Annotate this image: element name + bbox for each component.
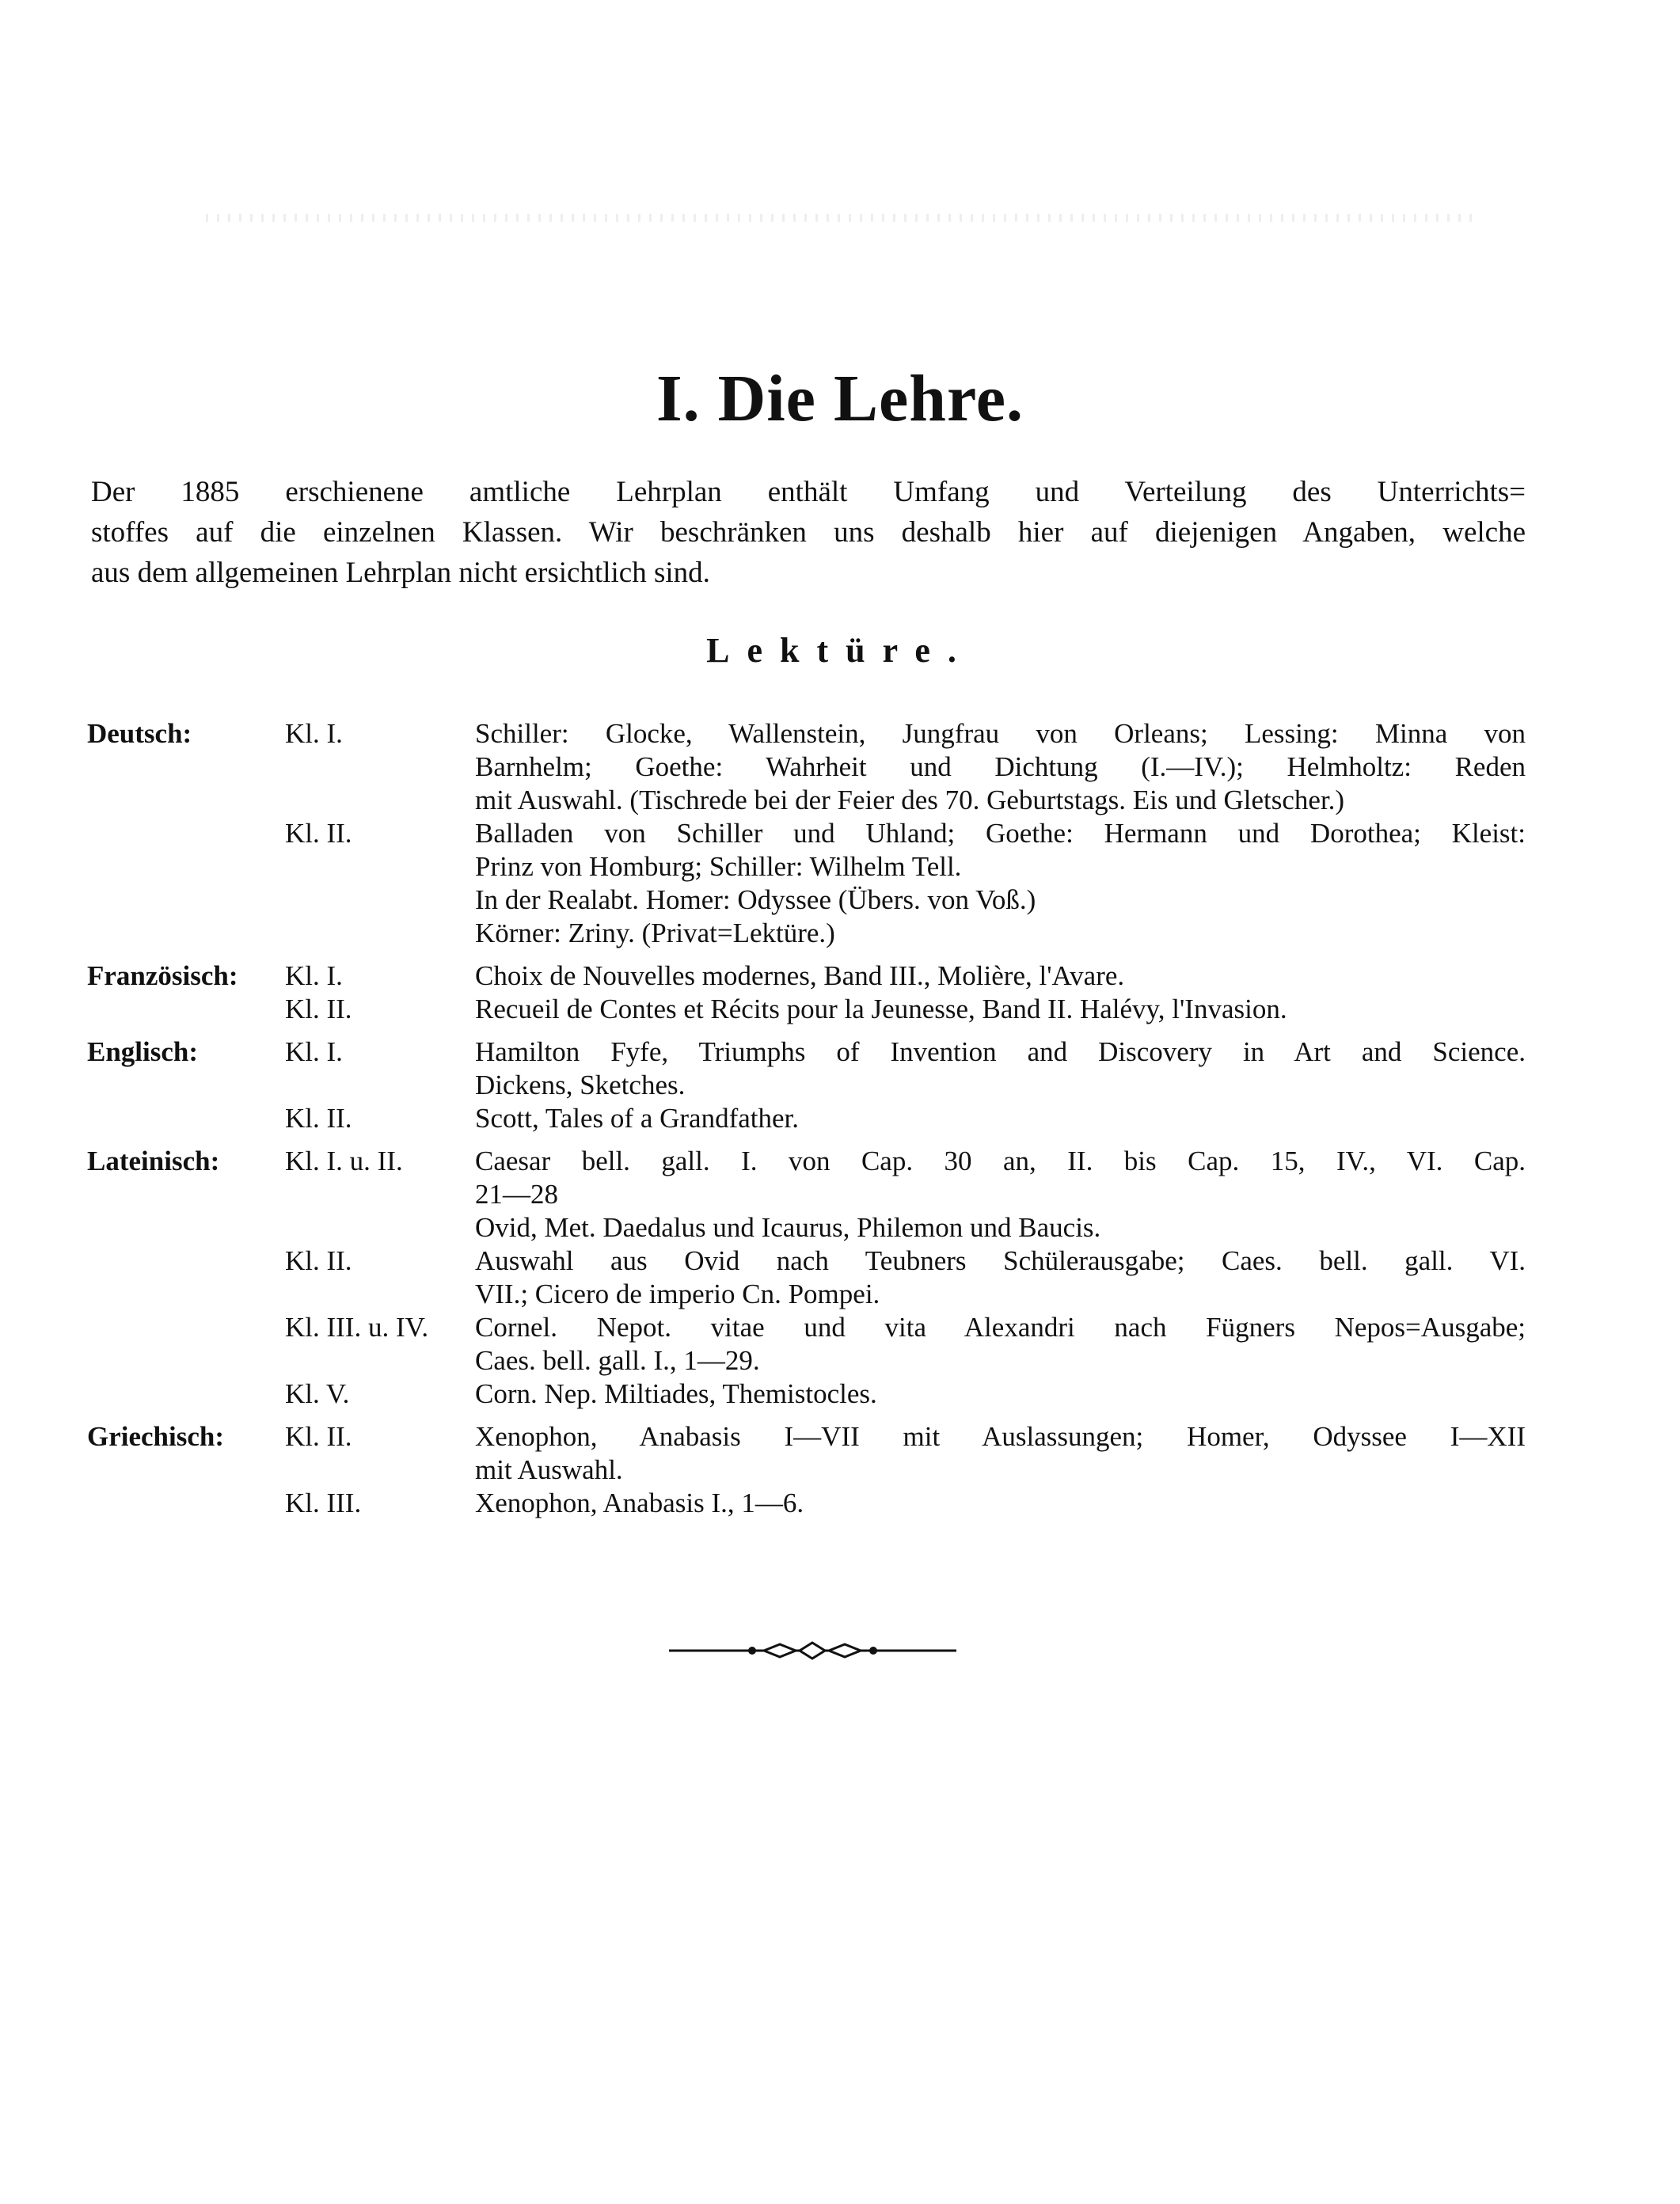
reading-entry: [87, 1102, 1526, 1135]
subject-label: Deutsch:: [87, 718, 192, 749]
text-line: Caesar bell. gall. I. von Cap. 30 an, II. bis Cap. 15, IV., VI. Cap.: [475, 1146, 1526, 1176]
class-label: Kl. II.: [285, 994, 352, 1024]
reading-entry: [87, 817, 1526, 950]
reading-text: [475, 1487, 1526, 1520]
reading-text: [475, 960, 1526, 993]
reading-text: [475, 717, 1526, 817]
reading-entry: [87, 1378, 1526, 1411]
reading-text: [475, 1378, 1526, 1411]
page-smudge: [206, 214, 1473, 222]
class-label: Kl. III.: [285, 1488, 362, 1518]
class-label: Kl. II.: [285, 1245, 352, 1276]
class-label: Kl. II.: [285, 1421, 352, 1452]
text-line: Xenophon, Anabasis I., 1—6.: [475, 1488, 804, 1518]
text-line: Caes. bell. gall. I., 1—29.: [475, 1345, 760, 1376]
reading-text: [475, 993, 1526, 1026]
subject-label: Griechisch:: [87, 1421, 225, 1452]
subject-group: [87, 717, 1526, 950]
class-label: Kl. I.: [285, 960, 343, 991]
reading-entry: [87, 1311, 1526, 1378]
subject-group: [87, 1420, 1526, 1520]
subject-label: [87, 1311, 285, 1378]
class-label: Kl. I. u. II.: [285, 1146, 403, 1176]
reading-entry: [87, 1036, 1526, 1102]
class-label: Kl. II.: [285, 1103, 352, 1134]
reading-text: [475, 817, 1526, 950]
text-line: In der Realabt. Homer: Odyssee (Übers. von Voß.): [475, 884, 1036, 915]
text-line: Balladen von Schiller und Uhland; Goethe: Hermann und Dorothea; Kleist:: [475, 818, 1526, 849]
reading-entry: [87, 717, 1526, 817]
text-line: Prinz von Homburg; Schiller: Wilhelm Tell.: [475, 851, 962, 882]
subject-label: [87, 993, 285, 1026]
text-line: Auswahl aus Ovid nach Teubners Schülerausgabe; Caes. bell. gall. VI.: [475, 1245, 1526, 1276]
subject-label: Französisch:: [87, 960, 238, 991]
reading-text: [475, 1311, 1526, 1378]
section-heading: Lektüre.: [706, 631, 974, 670]
class-label: Kl. III. u. IV.: [285, 1312, 429, 1343]
reading-entry: [87, 993, 1526, 1026]
reading-text: [475, 1244, 1526, 1311]
subject-label: [87, 817, 285, 950]
subject-label: Englisch:: [87, 1036, 199, 1067]
text-line: Schiller: Glocke, Wallenstein, Jungfrau von Orleans; Lessing: Minna von: [475, 718, 1526, 749]
reading-text: [475, 1036, 1526, 1102]
text-line: Cornel. Nepot. vitae und vita Alexandri nach Fügners Nepos=Ausgabe;: [475, 1312, 1526, 1343]
text-line: Corn. Nep. Miltiades, Themistocles.: [475, 1378, 877, 1409]
text-line: Recueil de Contes et Récits pour la Jeunesse, Band II. Halévy, l'Invasion.: [475, 994, 1287, 1024]
reading-entry: [87, 960, 1526, 993]
class-label: Kl. V.: [285, 1378, 350, 1409]
text-line: Ovid, Met. Daedalus und Icaurus, Philemon und Baucis.: [475, 1212, 1101, 1243]
reading-entry: [87, 1487, 1526, 1520]
reading-list: [87, 717, 1526, 1520]
text-line: mit Auswahl.: [475, 1454, 623, 1485]
subject-label: [87, 1102, 285, 1135]
subject-label: [87, 1487, 285, 1520]
text-line: Choix de Nouvelles modernes, Band III., Molière, l'Avare.: [475, 960, 1125, 991]
text-line: Hamilton Fyfe, Triumphs of Invention and Discovery in Art and Science.: [475, 1036, 1526, 1067]
class-label: Kl. I.: [285, 1036, 343, 1067]
text-line: Xenophon, Anabasis I—VII mit Auslassungen; Homer, Odyssee I—XII: [475, 1421, 1526, 1452]
page-title: I. Die Lehre.: [656, 362, 1024, 435]
class-label: Kl. I.: [285, 718, 343, 749]
intro-line: Der 1885 erschienene amtliche Lehrplan enthält Umfang und Verteilung des Unterrichts=: [91, 476, 1526, 508]
text-line: mit Auswahl. (Tischrede bei der Feier des 70. Geburtstags. Eis und Gletscher.): [475, 785, 1345, 815]
text-line: VII.; Cicero de imperio Cn. Pompei.: [475, 1279, 880, 1309]
subject-group: [87, 1145, 1526, 1411]
subject-label: Lateinisch:: [87, 1146, 220, 1176]
reading-entry: [87, 1244, 1526, 1311]
text-line: Barnhelm; Goethe: Wahrheit und Dichtung (I.—IV.); Helmholtz: Reden: [475, 751, 1526, 782]
reading-text: [475, 1145, 1526, 1244]
intro-paragraph: [91, 472, 1526, 593]
class-label: Kl. II.: [285, 818, 352, 849]
main-content: [87, 717, 1526, 1662]
subject-label: [87, 1244, 285, 1311]
reading-text: [475, 1420, 1526, 1487]
text-line: 21—28: [475, 1179, 558, 1210]
reading-text: [475, 1102, 1526, 1135]
reading-entry: [87, 1145, 1526, 1244]
ornament-divider: [669, 1639, 956, 1662]
subject-label: [87, 1378, 285, 1411]
text-line: Scott, Tales of a Grandfather.: [475, 1103, 799, 1134]
reading-entry: [87, 1420, 1526, 1487]
intro-line: stoffes auf die einzelnen Klassen. Wir beschränken uns deshalb hier auf diejenigen Angaben, welche: [91, 516, 1526, 549]
subject-group: [87, 960, 1526, 1026]
subject-group: [87, 1036, 1526, 1135]
text-line: Dickens, Sketches.: [475, 1070, 686, 1100]
text-line: Körner: Zriny. (Privat=Lektüre.): [475, 918, 835, 948]
intro-line: aus dem allgemeinen Lehrplan nicht ersichtlich sind.: [91, 557, 710, 589]
